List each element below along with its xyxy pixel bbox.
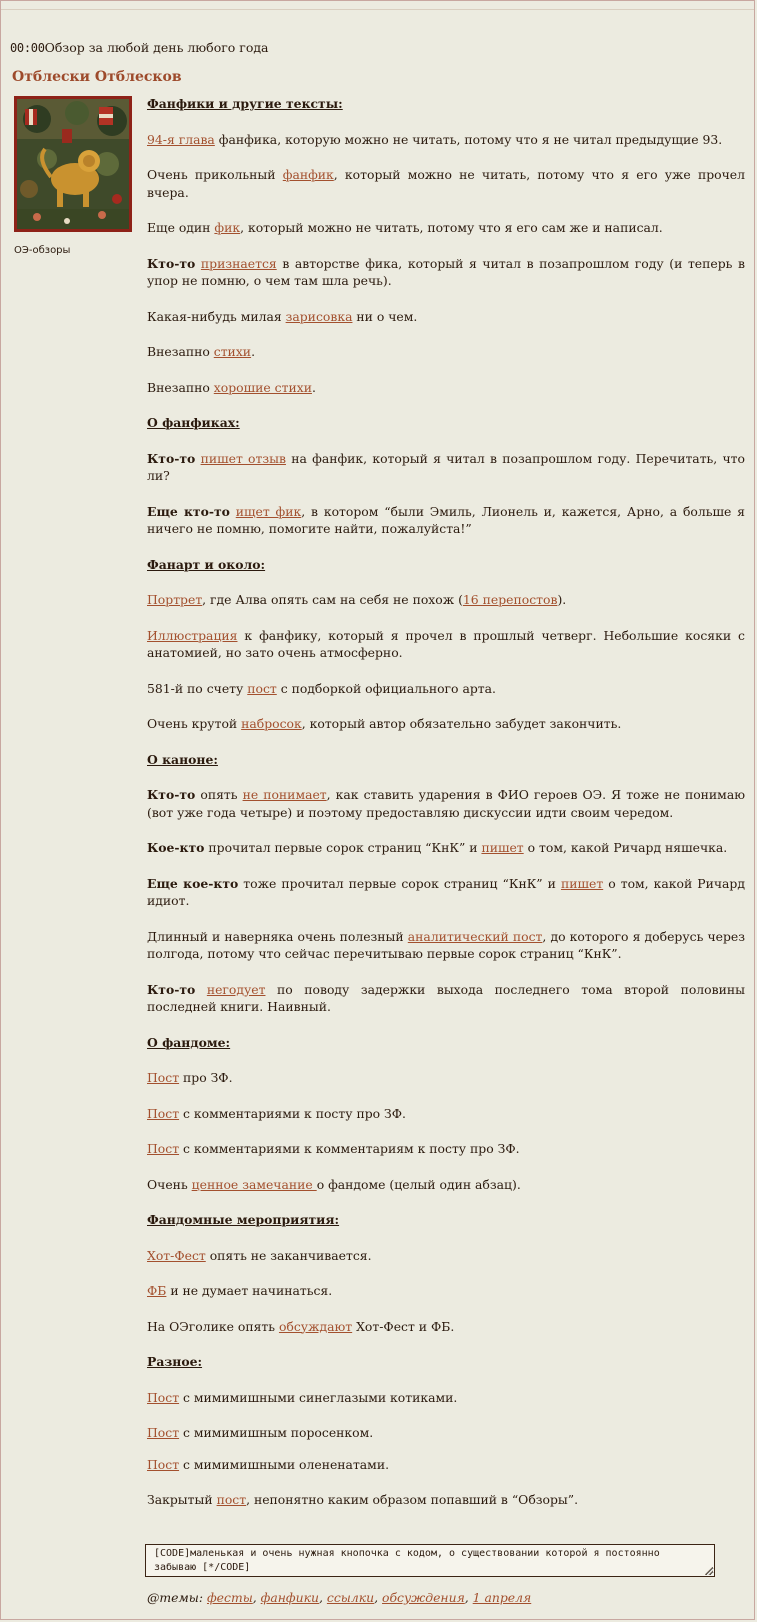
section-title-about-fanfic: О фанфиках: <box>147 415 240 430</box>
tags-label: @темы: <box>147 1590 204 1605</box>
link[interactable]: пишет <box>560 875 604 891</box>
paragraph: Кто-то негодует по поводу задержки выхода последнего тома второй половины последней книги. Наивный. <box>147 981 745 1014</box>
paragraph: ФБ и не думает начинаться. <box>147 1283 333 1298</box>
code-text: [CODE]маленькая и очень нужная кнопочка с кодом, о существовании которой я постоянно забываю [*/CODE] <box>154 1548 660 1573</box>
paragraph: Очень прикольный фанфик, который можно не читать, потому что я его уже прочел вчера. <box>147 167 745 200</box>
section-title-canon: О каноне: <box>147 751 218 767</box>
paragraph: Пост с мимимишными синеглазыми котиками. <box>147 1389 458 1405</box>
paragraph: Внезапно хорошие стихи. <box>147 379 316 395</box>
link[interactable]: пишет <box>481 840 524 855</box>
paragraph: Кто-то признается в авторстве фика, который я читал в позапрошлом году (и теперь в упор не помню, о чем там шла речь). <box>147 255 745 288</box>
code-textarea[interactable] <box>145 1544 715 1577</box>
paragraph: Иллюстрация к фанфику, который я прочел в прошлый четверг. Небольшие косяки с анатомией, но зато очень атмосферно. <box>147 627 745 660</box>
paragraph: Кое-кто прочитал первые сорок страниц “КнК” и пишет о том, какой Ричард няшечка. <box>147 840 728 855</box>
tag-link[interactable]: ссылки <box>326 1590 375 1605</box>
top-bar <box>1 1 754 10</box>
paragraph: Еще кое-кто тоже прочитал первые сорок страниц “КнК” и пишет о том, какой Ричард идиот. <box>147 875 745 908</box>
link[interactable]: обсуждают <box>278 1318 353 1334</box>
tag-link[interactable]: 1 апреля <box>472 1590 532 1605</box>
link[interactable]: фанфик <box>282 167 334 182</box>
paragraph: Внезапно стихи. <box>147 344 256 359</box>
section-title-fanfic: Фанфики и другие тексты: <box>147 96 343 111</box>
paragraph: 581-й по счету пост с подборкой официального арта. <box>147 680 496 696</box>
tag-link[interactable]: фанфики <box>260 1590 319 1605</box>
link[interactable]: ценное замечание <box>191 1176 317 1192</box>
link[interactable]: пишет отзыв <box>200 450 286 466</box>
paragraph: Пост с мимимишными олененатами. <box>147 1456 390 1472</box>
link[interactable]: ищет фик <box>235 503 302 519</box>
post-subject: Обзор за любой день любого года <box>44 40 269 55</box>
link[interactable]: пост <box>247 680 277 696</box>
link[interactable]: 94-я глава <box>147 131 215 147</box>
paragraph: Пост с комментариями к посту про ЗФ. <box>147 1105 406 1121</box>
paragraph: Еще кто-то ищет фик, в котором “были Эмиль, Лионель и, кажется, Арно, а больше я ничего не помню, помогите найти, пожалуйста!” <box>147 503 745 536</box>
section-title-fanart: Фанарт и около: <box>147 556 266 572</box>
paragraph: Очень ценное замечание о фандоме (целый один абзац). <box>147 1176 521 1192</box>
link[interactable]: ФБ <box>147 1283 167 1298</box>
paragraph: Закрытый пост, непонятно каким образом попавший в “Обзоры”. <box>147 1492 579 1507</box>
link[interactable]: пост <box>216 1492 247 1507</box>
post-header <box>10 40 269 55</box>
link[interactable]: не понимает <box>242 787 327 802</box>
link[interactable]: Пост <box>147 1105 180 1121</box>
link[interactable]: фик <box>214 220 241 235</box>
paragraph: Хот-Фест опять не заканчивается. <box>147 1247 372 1263</box>
avatar-label: ОЭ-обзоры <box>14 245 71 256</box>
paragraph: Какая-нибудь милая зарисовка ни о чем. <box>147 308 418 324</box>
post-time: 00:00 <box>10 41 45 55</box>
link[interactable]: Хот-Фест <box>147 1247 206 1263</box>
section-title-misc: Разное: <box>147 1354 203 1369</box>
paragraph: На ОЭголике опять обсуждают Хот-Фест и ФБ. <box>147 1318 455 1334</box>
post-body <box>147 95 745 1527</box>
link[interactable]: негодует <box>206 981 266 997</box>
paragraph: Пост с мимимишным поросенком. <box>147 1425 374 1440</box>
link[interactable]: Пост <box>147 1425 180 1440</box>
tapestry-lion-icon[interactable] <box>14 96 132 232</box>
link[interactable]: Портрет <box>147 592 203 607</box>
link[interactable]: зарисовка <box>285 308 353 324</box>
link[interactable]: аналитический пост <box>407 928 543 944</box>
tags-line: @темы: фесты, фанфики, ссылки, обсуждения, 1 апреля <box>147 1590 532 1605</box>
paragraph: Очень крутой набросок, который автор обязательно забудет закончить. <box>147 716 622 731</box>
link[interactable]: набросок <box>241 716 302 731</box>
link[interactable]: Пост <box>147 1456 180 1472</box>
resize-grip-icon[interactable] <box>705 1567 713 1575</box>
link[interactable]: хорошие стихи <box>213 379 312 395</box>
paragraph: Длинный и наверняка очень полезный аналитический пост, до которого я доберусь через полгода, потому что сейчас перечитываю первые сорок страниц “КнК”. <box>147 928 745 961</box>
paragraph: Пост про ЗФ. <box>147 1070 233 1085</box>
link[interactable]: признается <box>200 255 277 271</box>
section-title-fandom: О фандоме: <box>147 1034 231 1050</box>
tag-link[interactable]: фесты <box>206 1590 253 1605</box>
paragraph: Пост с комментариями к комментариям к посту про ЗФ. <box>147 1141 520 1156</box>
link[interactable]: Иллюстрация <box>147 627 238 643</box>
paragraph: 94-я глава фанфика, которую можно не читать, потому что я не читал предыдущие 93. <box>147 131 723 147</box>
link[interactable]: Пост <box>147 1389 180 1405</box>
tag-link[interactable]: обсуждения <box>382 1590 465 1605</box>
link[interactable]: Пост <box>147 1141 180 1156</box>
link[interactable]: 16 перепостов <box>462 592 558 607</box>
section-title-events: Фандомные мероприятия: <box>147 1212 340 1227</box>
paragraph: Кто-то пишет отзыв на фанфик, который я читал в позапрошлом году. Перечитать, что ли? <box>147 450 745 483</box>
link[interactable]: Пост <box>147 1070 180 1085</box>
link[interactable]: стихи <box>213 344 252 359</box>
paragraph: Кто-то опять не понимает, как ставить ударения в ФИО героев ОЭ. Я тоже не понимаю (вот уже года четыре) и поэтому предоставляю дискуссии идти своим чередом. <box>147 787 745 820</box>
paragraph: Еще один фик, который можно не читать, потому что я его сам же и написал. <box>147 220 663 235</box>
author-name[interactable]: Отблески Отблесков <box>12 69 182 85</box>
paragraph: Портрет, где Алва опять сам на себя не похож (16 перепостов). <box>147 592 567 607</box>
